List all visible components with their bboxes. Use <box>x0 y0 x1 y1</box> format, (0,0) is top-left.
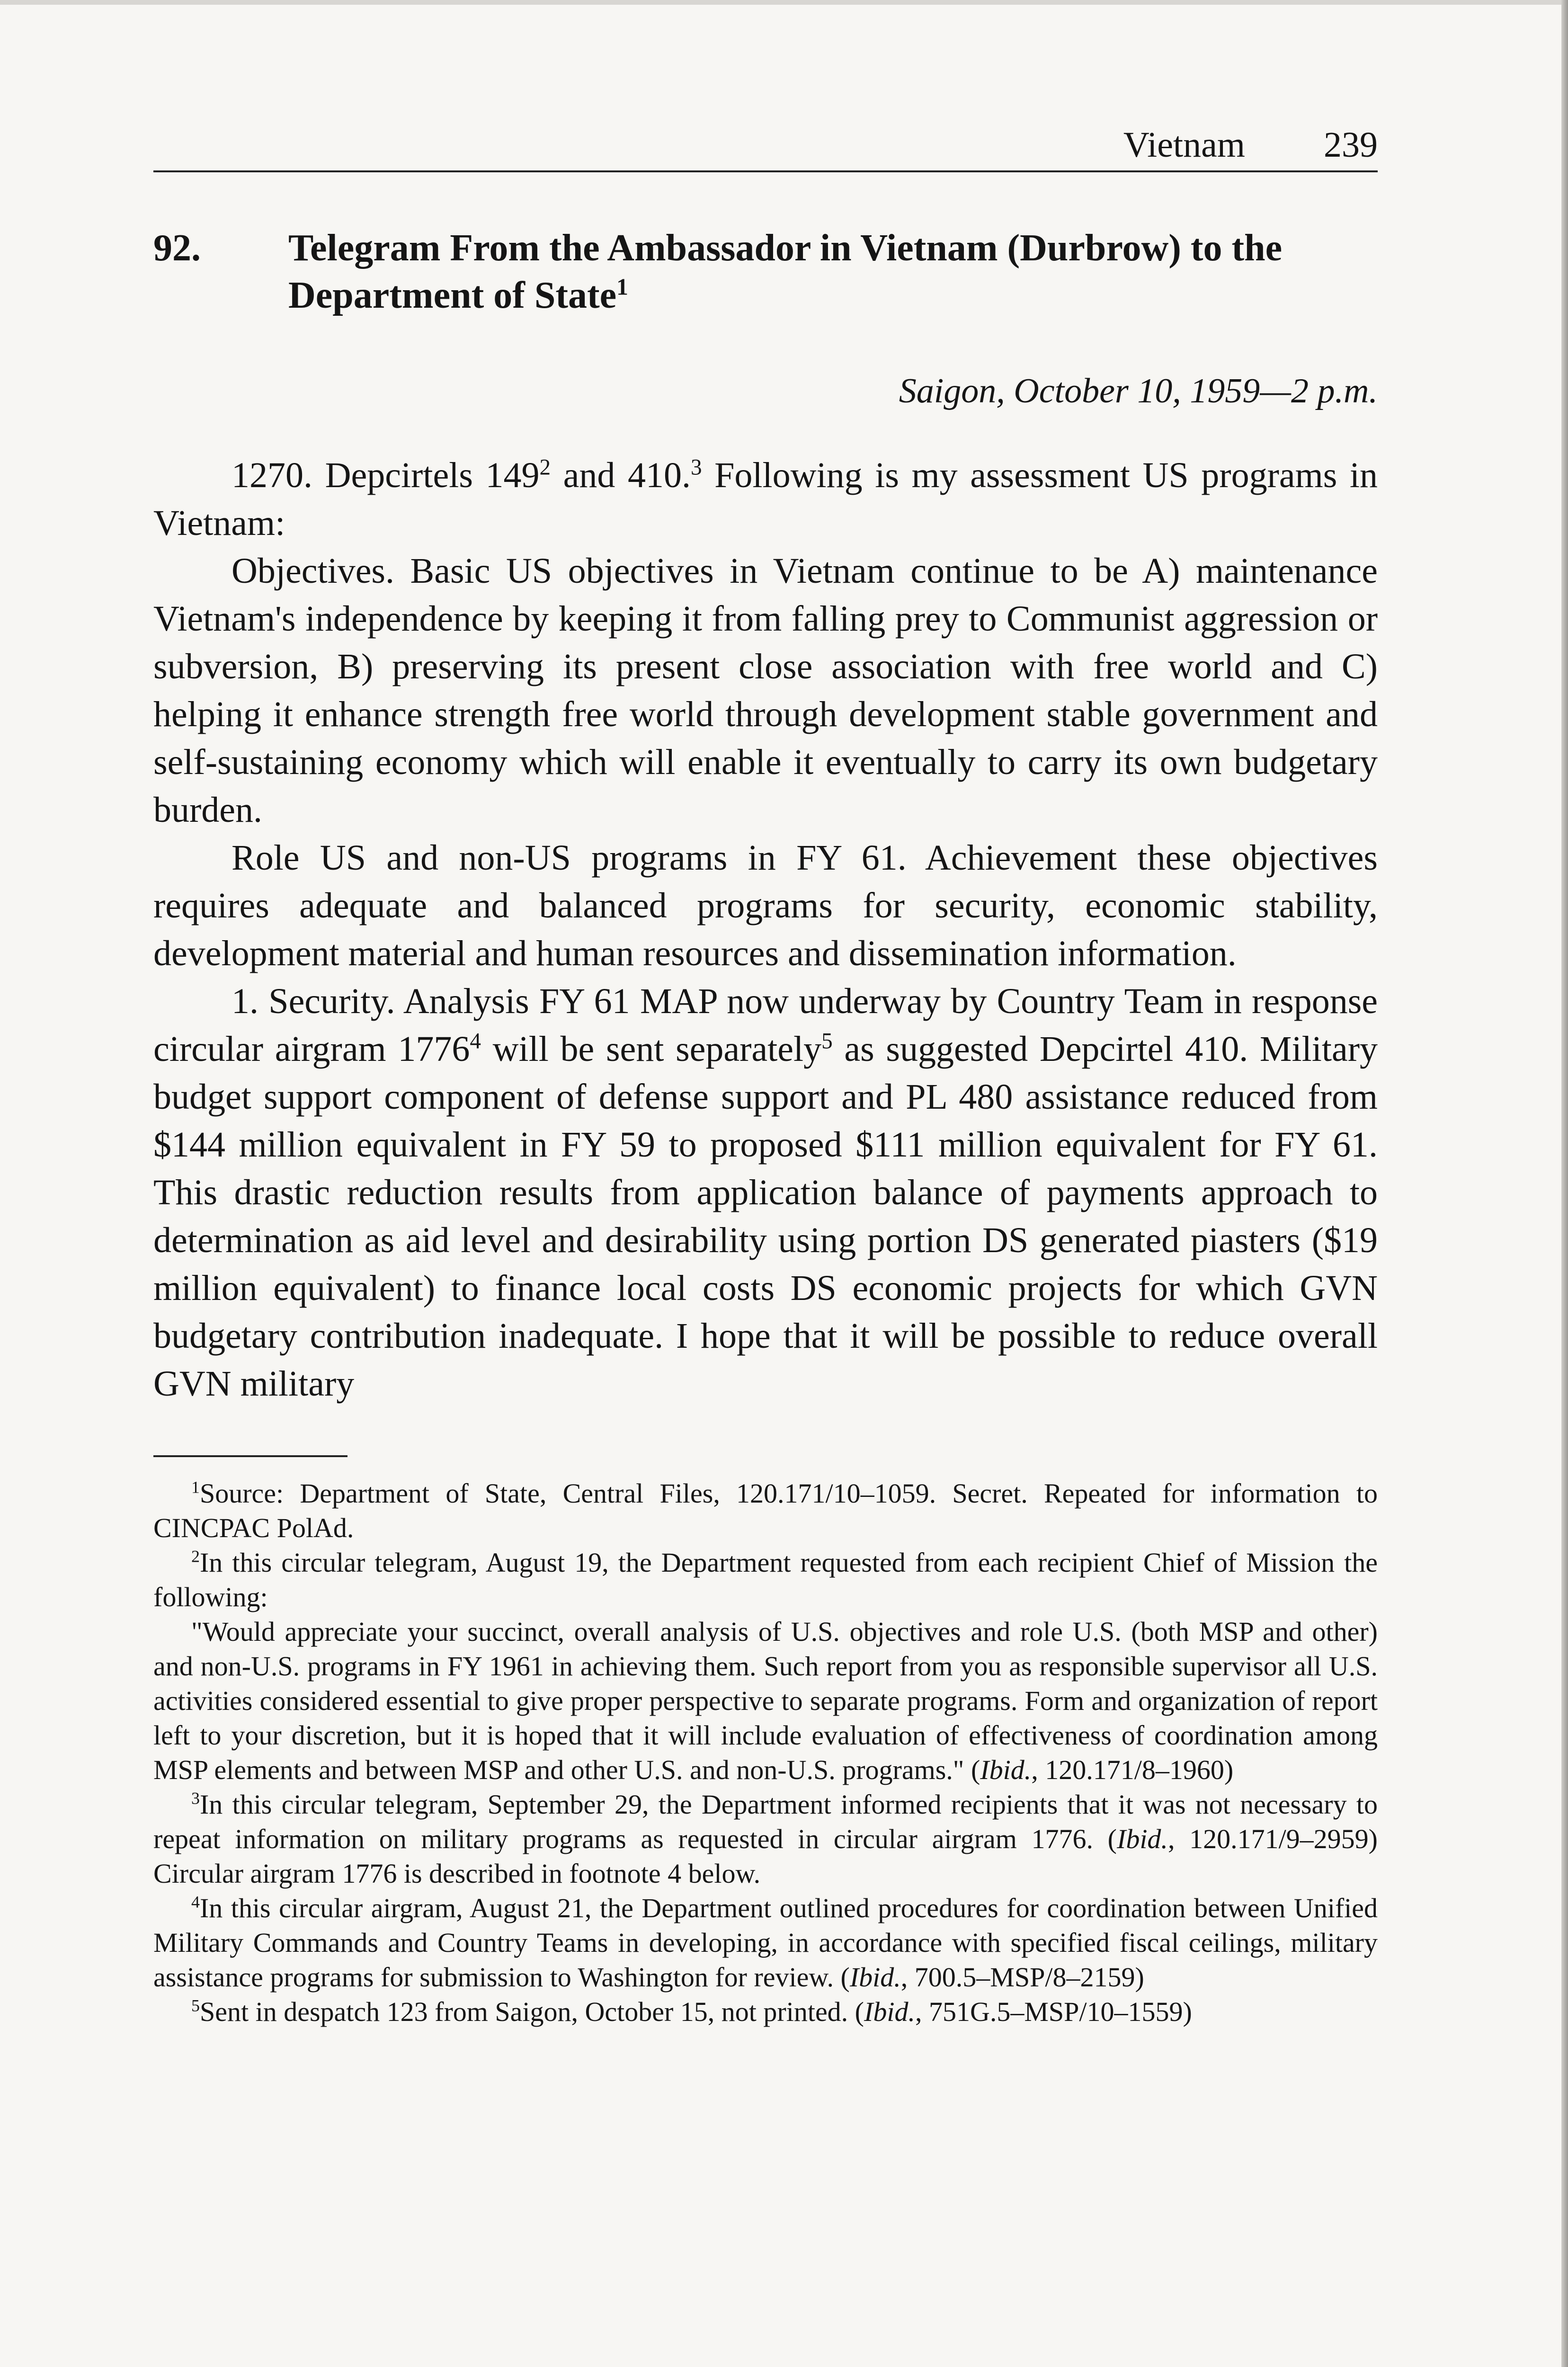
ibid-citation: Ibid. <box>864 1996 915 2027</box>
paragraph-security <box>153 978 1378 1408</box>
footnote-ref-3: 3 <box>690 455 702 480</box>
footnote-divider <box>153 1455 347 1457</box>
paragraph-objectives: Objectives. Basic US objectives in Vietnam continue to be A) maintenance Vietnam's independence by keeping it from falling prey to Communist aggression or subversion, B) preserving its present close association with free world and C) helping it enhance strength free world through development stable government and self-sustaining economy which will enable it eventually to carry its own budgetary burden. <box>153 551 1378 830</box>
ibid-citation: Ibid. <box>849 1962 901 1993</box>
footnotes <box>153 1476 1378 2029</box>
book-page <box>153 118 1378 2029</box>
footnote-text: Source: Department of State, Central Files, 120.171/10–1059. Secret. Repeated for information to CINCPAC PolAd. <box>153 1478 1378 1543</box>
running-head <box>153 118 1378 172</box>
footnote-ref-1: 1 <box>616 274 628 300</box>
citation-tail: , 120.171/9–2959) Circular airgram 1776 is described in footnote 4 below. <box>153 1824 1378 1889</box>
footnote-text: In this circular airgram, August 21, the Department outlined procedures for coordination between Unified Military Commands and Country Teams in developing, in accordance with specified fiscal ceilings, military assistance programs for submission to Washington for review. ( <box>153 1893 1378 1993</box>
footnote-ref-5: 5 <box>821 1029 833 1054</box>
citation-tail: , 751G.5–MSP/10–1559) <box>915 1996 1192 2027</box>
document-number: 92. <box>153 227 201 269</box>
ibid-citation: Ibid. <box>980 1754 1032 1785</box>
security-text-b: will be sent separately <box>481 1029 822 1069</box>
security-text-a: 1. Security. Analysis FY 61 MAP now underway by Country Team in response circular airgram 1776 <box>153 981 1378 1069</box>
page-number: 239 <box>1324 125 1378 165</box>
ibid-citation: Ibid. <box>1117 1824 1168 1854</box>
footnote-mark: 4 <box>191 1892 200 1912</box>
footnote-5 <box>153 1994 1378 2029</box>
footnote-mark: 5 <box>191 1996 200 2015</box>
footnote-ref-2: 2 <box>539 455 551 480</box>
scan-top-edge <box>0 0 1568 5</box>
document-title <box>288 224 1378 319</box>
quote-text: "Would appreciate your succinct, overall analysis of U.S. objectives and role U.S. (both MSP and other) and non-U.S. programs in FY 1961 in achieving them. Such report from you as responsible supervisor all U.S. activities considered essential to give proper perspective to separate programs. Form and organization of report left to your discretion, but it is hoped that it will include evaluation of effectiveness of coordination among MSP elements and between MSP and other U.S. and non-U.S. programs." ( <box>153 1616 1378 1785</box>
citation-tail: , 700.5–MSP/8–2159) <box>900 1962 1144 1993</box>
scan-right-edge <box>1561 0 1568 2367</box>
footnote-2 <box>153 1545 1378 1614</box>
dateline: Saigon, October 10, 1959—2 p.m. <box>899 372 1378 410</box>
footnote-mark: 3 <box>191 1789 200 1808</box>
citation-tail: , 120.171/8–1960) <box>1031 1754 1234 1785</box>
footnote-text: Sent in despatch 123 from Saigon, October 15, not printed. ( <box>199 1996 864 2027</box>
footnote-mark: 2 <box>191 1547 200 1566</box>
footnote-text: In this circular telegram, August 19, the Department requested from each recipient Chief of Mission the following: <box>153 1547 1378 1612</box>
footnote-ref-4: 4 <box>470 1029 481 1054</box>
footnote-mark: 1 <box>191 1477 200 1497</box>
telegram-body <box>153 452 1378 1408</box>
footnote-2-quote <box>153 1614 1378 1787</box>
footnote-3 <box>153 1787 1378 1891</box>
intro-text-b: and 410. <box>551 455 691 495</box>
footnote-4 <box>153 1891 1378 1994</box>
intro-text-a: 1270. Depcirtels 149 <box>232 455 540 495</box>
security-text-c: as suggested Depcirtel 410. Military budget support component of defense support and PL 480 assistance reduced from $144 million equivalent in FY 59 to proposed $111 million equivalent for FY 61. This drastic reduction results from application balance of payments approach to determination as aid level and desirability using portion DS generated piasters ($19 million equivalent) to finance local costs DS economic projects for which GVN budgetary contribution inadequate. I hope that it will be possible to reduce overall GVN military <box>153 1029 1378 1404</box>
paragraph-intro <box>153 452 1378 547</box>
running-head-title: Vietnam <box>1123 125 1245 165</box>
document-heading <box>153 224 1378 319</box>
footnote-text: In this circular telegram, September 29, the Department informed recipients that it was not necessary to repeat information on military programs as requested in circular airgram 1776. ( <box>153 1789 1378 1854</box>
footnote-1 <box>153 1476 1378 1545</box>
intro-text-c: Following is my assessment US programs in Vietnam: <box>153 455 1378 543</box>
paragraph-role: Role US and non-US programs in FY 61. Achievement these objectives requires adequate and balanced programs for security, economic stability, development material and human resources and dissemination information. <box>153 838 1378 973</box>
document-title-text: Telegram From the Ambassador in Vietnam (Durbrow) to the Department of State <box>288 227 1283 316</box>
